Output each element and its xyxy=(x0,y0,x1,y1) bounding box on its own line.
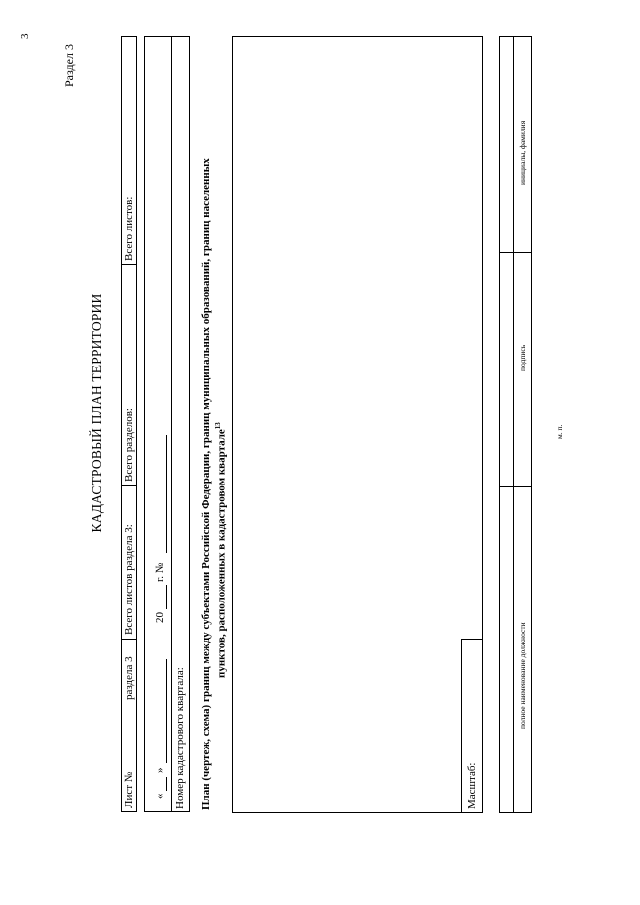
signature-block xyxy=(499,36,532,813)
signature-row-divider xyxy=(513,36,514,813)
date-month-line xyxy=(166,659,167,763)
plan-title-line2 xyxy=(215,422,228,678)
plan-title-line2-text: пунктов, расположенных в кадастровом квартале xyxy=(215,429,228,678)
total-sheets-label: Всего листов: xyxy=(123,196,135,261)
quarter-row-divider xyxy=(171,36,172,812)
page-number: 3 xyxy=(19,33,31,39)
sheet-label: Лист № xyxy=(123,771,135,808)
scale-label: Масштаб: xyxy=(466,762,478,809)
date-day-line xyxy=(166,777,167,791)
date-year-prefix: 20 xyxy=(154,612,166,623)
plan-drawing-frame xyxy=(232,36,483,813)
stamp-label: м. п. xyxy=(555,424,564,439)
info-table-divider xyxy=(121,485,137,486)
quarter-label: Номер кадастрового квартала: xyxy=(174,667,186,809)
date-quote-open: « xyxy=(154,793,166,799)
position-label: полное наименование должности xyxy=(518,622,527,729)
section-label: Раздел 3 xyxy=(62,44,76,87)
signature-label: подпись xyxy=(518,344,527,371)
scale-cell-divider xyxy=(461,639,483,640)
date-year-line xyxy=(166,585,167,609)
sheet-section-suffix: раздела 3 xyxy=(123,656,135,700)
info-table-divider xyxy=(121,639,137,640)
page-title: КАДАСТРОВЫЙ ПЛАН ТЕРРИТОРИИ xyxy=(89,293,104,533)
plan-footnote: 13 xyxy=(214,422,222,430)
scale-row-divider xyxy=(461,640,462,813)
signature-col-divider xyxy=(499,252,532,253)
total-sections-label: Всего разделов: xyxy=(123,408,135,482)
date-year-suffix: г. № xyxy=(154,562,166,582)
signature-col-divider xyxy=(499,486,532,487)
total-sheets-section-label: Всего листов раздела 3: xyxy=(123,524,135,635)
plan-title-line1: План (чертеж, схема) границ между субъектами Российской Федерации, границ муниципальных образований, границ населенных xyxy=(200,158,212,810)
date-number-line xyxy=(166,435,167,553)
date-quote-close: » xyxy=(154,767,166,773)
info-table-divider xyxy=(121,264,137,265)
name-label: инициалы, фамилия xyxy=(518,120,527,185)
